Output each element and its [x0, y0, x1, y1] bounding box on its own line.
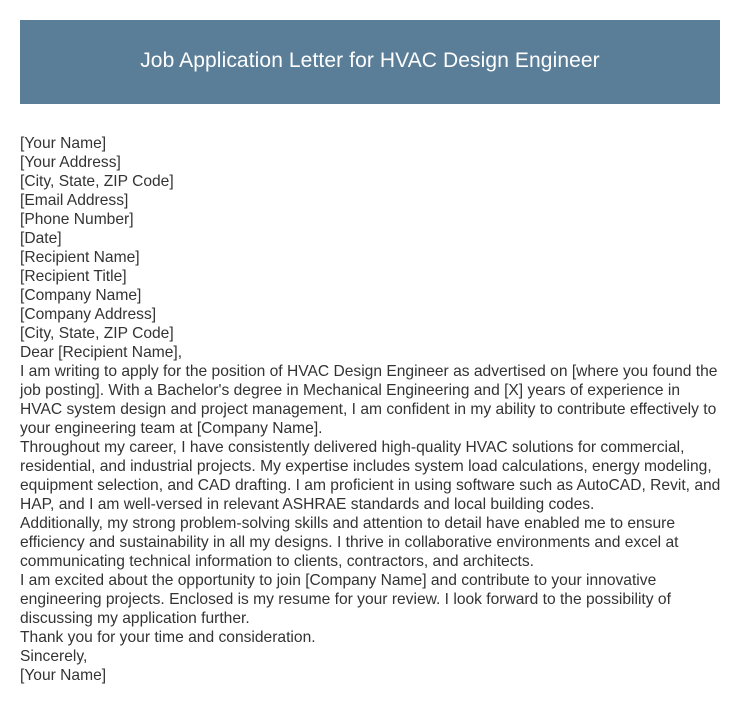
- closing-line: Sincerely,: [20, 648, 88, 665]
- letter-body: [20, 134, 725, 685]
- recipient-company: [Company Name]: [20, 287, 142, 304]
- sender-block: [20, 134, 725, 248]
- body-paragraph-experience: Throughout my career, I have consistently delivered high-quality HVAC solutions for commercial, residential, and industrial projects. My expertise includes system load calculations, energy modeling, equipment selection, and CAD drafting. I am proficient in using software such as AutoCAD, Revit, and HAP, and I am well-versed in relevant ASHRAE standards and local building codes.: [20, 439, 721, 513]
- sender-address: [Your Address]: [20, 154, 121, 171]
- recipient-title: [Recipient Title]: [20, 268, 127, 285]
- header-banner: [20, 20, 720, 104]
- recipient-address: [Company Address]: [20, 306, 157, 323]
- letter-date: [Date]: [20, 230, 62, 247]
- body-paragraph-intro: I am writing to apply for the position of HVAC Design Engineer as advertised on [where you found the job posting]. With a Bachelor's degree in Mechanical Engineering and [X] years of experience in HVAC system design and project management, I am confident in my ability to contribute effectively to your engineering team at [Company Name].: [20, 363, 718, 437]
- thanks-line: Thank you for your time and consideration.: [20, 629, 316, 646]
- sender-city-state-zip: [City, State, ZIP Code]: [20, 173, 174, 190]
- salutation: Dear [Recipient Name],: [20, 344, 183, 361]
- sender-phone: [Phone Number]: [20, 211, 134, 228]
- recipient-city-state-zip: [City, State, ZIP Code]: [20, 325, 174, 342]
- recipient-name: [Recipient Name]: [20, 249, 140, 266]
- recipient-block: [20, 248, 725, 343]
- sender-email: [Email Address]: [20, 192, 129, 209]
- sender-name: [Your Name]: [20, 135, 107, 152]
- body-paragraph-closing: I am excited about the opportunity to join [Company Name] and contribute to your innovative engineering projects. Enclosed is my resume for your review. I look forward to the possibility of discussing my application further.: [20, 572, 671, 627]
- page-title: Job Application Letter for HVAC Design Engineer: [140, 49, 600, 72]
- signature: [Your Name]: [20, 667, 107, 684]
- body-paragraph-skills: Additionally, my strong problem-solving skills and attention to detail have enabled me to ensure efficiency and sustainability in all my designs. I thrive in collaborative environments and excel at communicating technical information to clients, contractors, and architects.: [20, 515, 679, 570]
